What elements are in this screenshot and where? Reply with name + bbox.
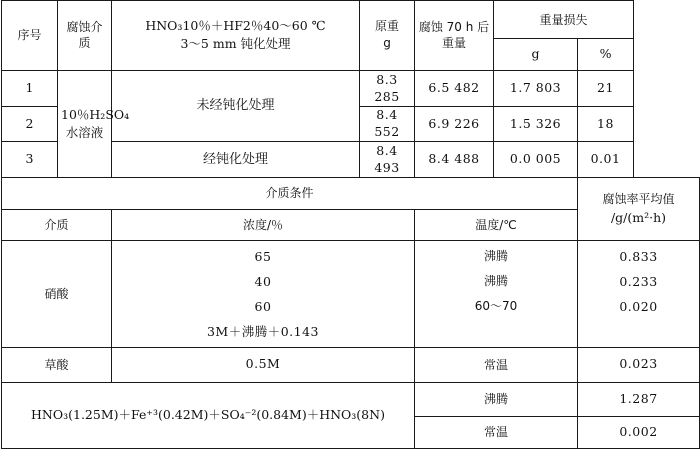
row1-orig: 8.3 285 [360, 70, 415, 106]
header-weight-loss: 重量损失 [494, 1, 634, 39]
row1-after: 6.5 482 [415, 70, 494, 106]
header-treatment-line1: HNO₃10％＋HF2％40～60 ℃ [145, 18, 326, 34]
nitric-concentrations [112, 241, 415, 347]
header-rate-line1: 腐蚀率平均值 [602, 192, 675, 207]
row2-index: 2 [2, 107, 58, 142]
header-orig-weight [360, 1, 415, 71]
row3-after: 8.4 488 [415, 142, 494, 177]
header-medium: 腐蚀介质 [58, 1, 112, 71]
header-conditions: 介质条件 [2, 177, 578, 209]
mixed-formula: HNO₃(1.25M)＋Fe⁺³(0.42M)＋SO₄⁻²(0.84M)＋HNO₃(8N) [2, 383, 415, 449]
row2-after: 6.9 226 [415, 107, 494, 142]
header-orig-weight-label: 原重 [374, 19, 399, 34]
oxalic-concentration: 0.5M [112, 347, 415, 382]
mixed-rate-2: 0.002 [578, 416, 700, 448]
table1-row-1 [2, 70, 700, 106]
header-t2-medium: 介质 [2, 210, 112, 241]
medium-line2: 水溶液 [65, 124, 104, 140]
treatment-unpassivated: 未经钝化处理 [112, 70, 360, 142]
nitric-concentration-1: 65 [254, 249, 272, 265]
nitric-concentration-3: 60 [254, 299, 272, 315]
row1-loss-pct: 21 [578, 70, 634, 106]
nitric-row [2, 241, 700, 347]
nitric-temperature-2: 沸腾 [483, 274, 508, 289]
table1-header-row [2, 1, 700, 39]
oxalic-name: 草酸 [2, 347, 112, 382]
mixed-row-1 [2, 383, 700, 416]
header-rate [578, 177, 700, 241]
oxalic-rate: 0.023 [578, 347, 700, 382]
corrosion-data-table [1, 0, 700, 449]
header-rate-line2: /g/(m²·h) [610, 209, 667, 225]
mixed-temperature-2: 常温 [415, 416, 578, 448]
nitric-rate-1: 0.833 [619, 249, 658, 265]
row2-orig: 8.4 552 [360, 107, 415, 142]
nitric-rate-3: 0.020 [619, 299, 658, 315]
header-treatment-line2: 3～5 mm 钝化处理 [180, 36, 291, 52]
header-index: 序号 [2, 1, 58, 71]
header-treatment [112, 1, 360, 71]
header-loss-g: g [494, 39, 578, 70]
header-temperature: 温度/℃ [415, 210, 578, 241]
nitric-rates [578, 241, 700, 347]
medium-cell [58, 70, 130, 177]
nitric-rate-4 [581, 319, 696, 344]
header-loss-pct: % [578, 39, 634, 70]
row3-loss-pct: 0.01 [578, 142, 634, 177]
nitric-temperature-3: 60～70 [474, 299, 518, 314]
row1-index: 1 [2, 70, 58, 106]
row2-loss-pct: 18 [578, 107, 634, 142]
nitric-temperature-4 [418, 319, 574, 344]
row2-loss-g: 1.5 326 [494, 107, 578, 142]
table2-header-row [2, 177, 700, 209]
oxalic-row [2, 347, 700, 382]
row3-loss-g: 0.0 005 [494, 142, 578, 177]
header-orig-weight-unit: g [383, 36, 391, 51]
nitric-temperatures [415, 241, 578, 347]
mixed-temperature-1: 沸腾 [415, 383, 578, 416]
medium-line1: 10％H₂SO₄ [61, 106, 130, 122]
mixed-rate-1: 1.287 [578, 383, 700, 416]
header-after-weight: 腐蚀 70 h 后重量 [415, 1, 494, 71]
nitric-temperature-1: 沸腾 [483, 249, 508, 264]
nitric-rate-2: 0.233 [619, 274, 658, 290]
row3-index: 3 [2, 142, 58, 177]
nitric-concentration-4: 3M＋沸腾＋0.143 [206, 324, 320, 340]
row3-treatment: 经钝化处理 [112, 142, 360, 177]
row3-orig: 8.4 493 [360, 142, 415, 177]
row1-loss-g: 1.7 803 [494, 70, 578, 106]
header-concentration: 浓度/％ [112, 210, 415, 241]
oxalic-temperature: 常温 [415, 347, 578, 382]
nitric-concentration-2: 40 [254, 274, 272, 290]
nitric-name: 硝酸 [2, 241, 112, 347]
